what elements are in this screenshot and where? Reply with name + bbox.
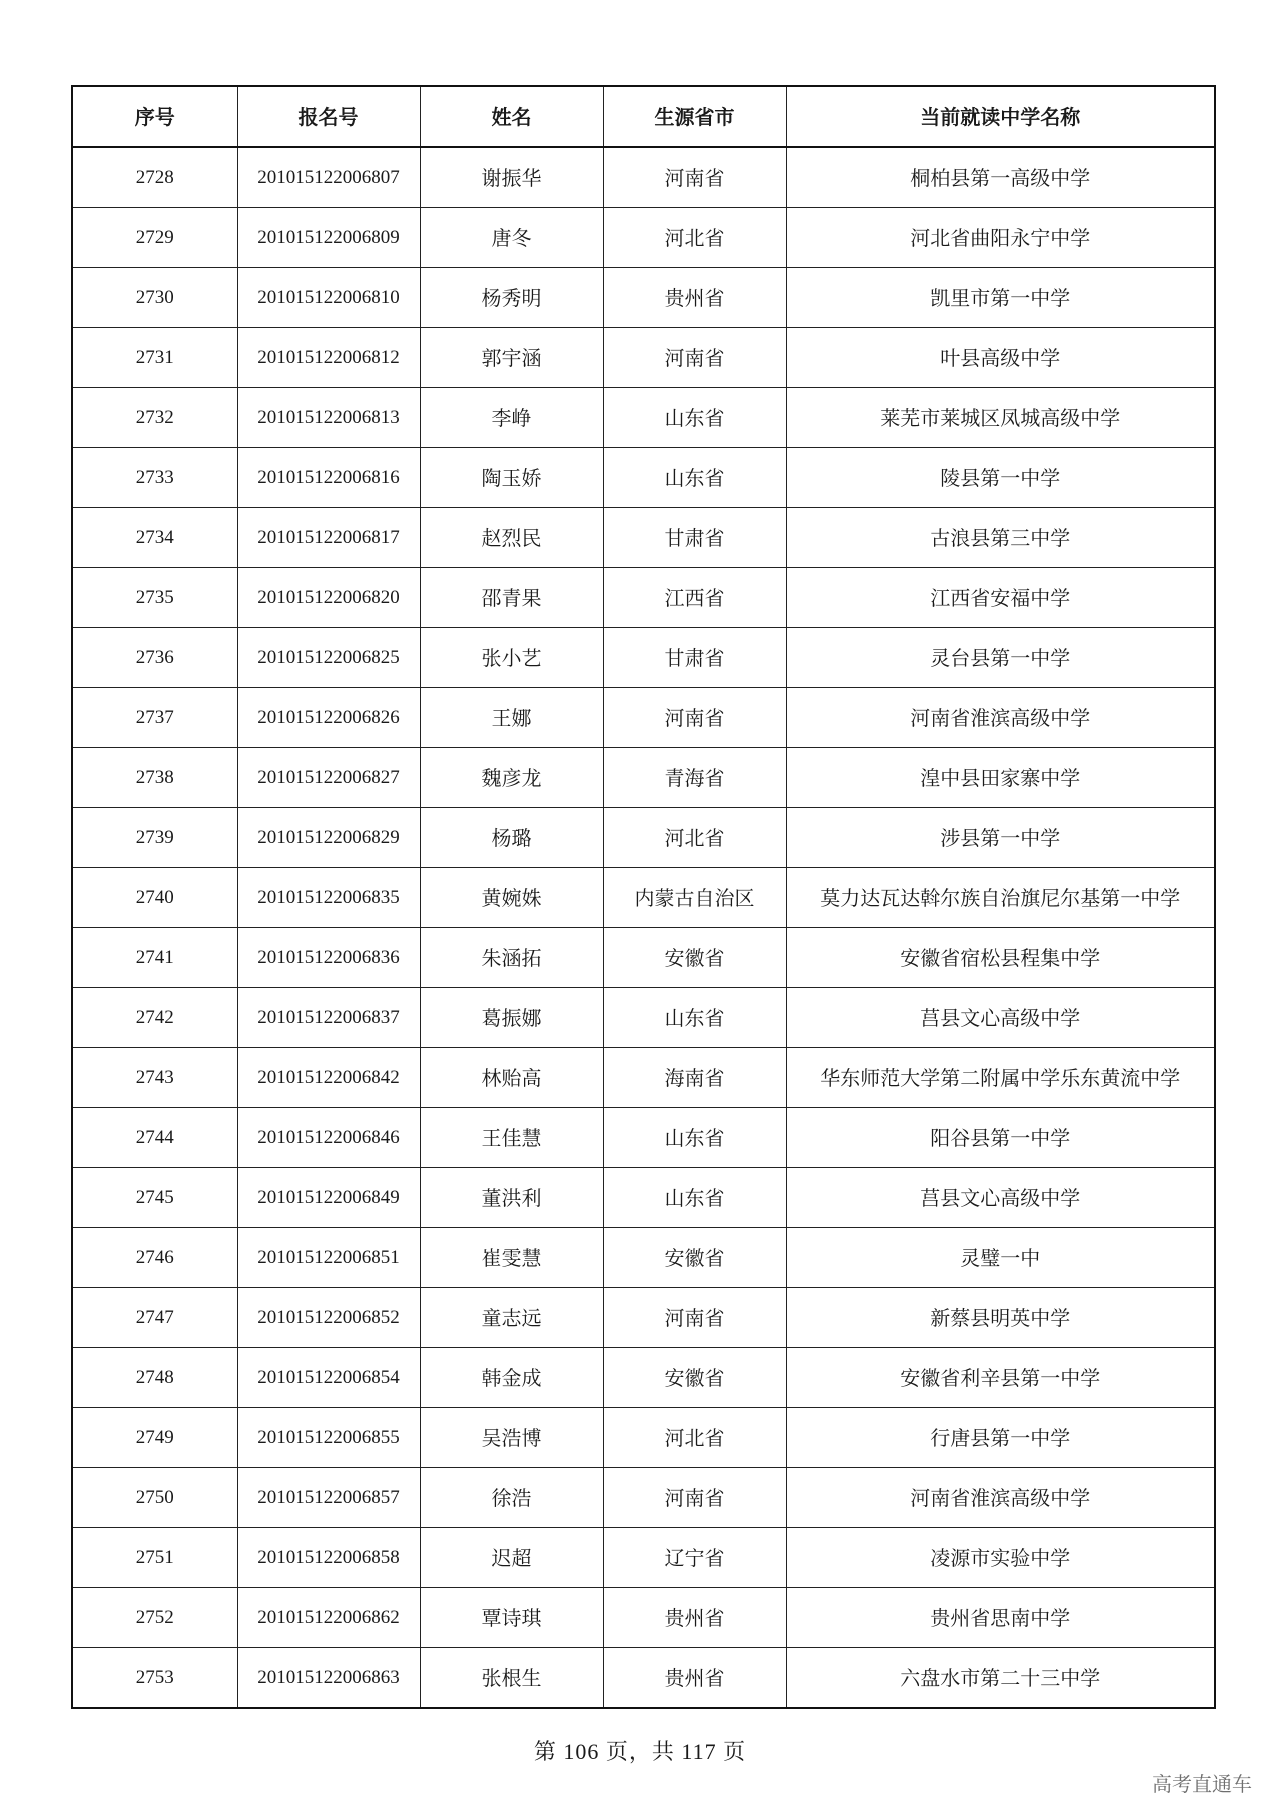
cell-province: 青海省 xyxy=(603,748,786,808)
cell-registration-number: 201015122006829 xyxy=(237,808,420,868)
cell-name: 王娜 xyxy=(420,688,603,748)
page-footer: 第 106 页，共 117 页 xyxy=(533,1739,747,1764)
cell-province: 内蒙古自治区 xyxy=(603,868,786,928)
cell-province: 甘肃省 xyxy=(603,508,786,568)
cell-seq: 2739 xyxy=(72,808,237,868)
cell-school: 莒县文心高级中学 xyxy=(786,988,1215,1048)
cell-school: 灵璧一中 xyxy=(786,1228,1215,1288)
table-row xyxy=(72,688,1215,748)
cell-province: 山东省 xyxy=(603,1168,786,1228)
table-row xyxy=(72,1528,1215,1588)
cell-seq: 2728 xyxy=(72,147,237,208)
cell-seq: 2750 xyxy=(72,1468,237,1528)
table-row xyxy=(72,1108,1215,1168)
cell-province: 甘肃省 xyxy=(603,628,786,688)
header-school: 当前就读中学名称 xyxy=(786,86,1215,147)
cell-registration-number: 201015122006858 xyxy=(237,1528,420,1588)
cell-registration-number: 201015122006857 xyxy=(237,1468,420,1528)
cell-name: 张小艺 xyxy=(420,628,603,688)
cell-seq: 2743 xyxy=(72,1048,237,1108)
cell-school: 河南省淮滨高级中学 xyxy=(786,688,1215,748)
cell-school: 湟中县田家寨中学 xyxy=(786,748,1215,808)
cell-seq: 2731 xyxy=(72,328,237,388)
cell-name: 郭宇涵 xyxy=(420,328,603,388)
cell-school: 河北省曲阳永宁中学 xyxy=(786,208,1215,268)
table-row xyxy=(72,868,1215,928)
cell-registration-number: 201015122006820 xyxy=(237,568,420,628)
cell-registration-number: 201015122006807 xyxy=(237,147,420,208)
cell-name: 李峥 xyxy=(420,388,603,448)
cell-registration-number: 201015122006816 xyxy=(237,448,420,508)
cell-name: 林贻高 xyxy=(420,1048,603,1108)
cell-registration-number: 201015122006827 xyxy=(237,748,420,808)
watermark-text: 高考直通车 xyxy=(1152,1772,1252,1796)
cell-school: 江西省安福中学 xyxy=(786,568,1215,628)
cell-name: 王佳慧 xyxy=(420,1108,603,1168)
cell-name: 谢振华 xyxy=(420,147,603,208)
table-row xyxy=(72,1168,1215,1228)
cell-school: 安徽省宿松县程集中学 xyxy=(786,928,1215,988)
cell-school: 古浪县第三中学 xyxy=(786,508,1215,568)
table-row xyxy=(72,568,1215,628)
table-row xyxy=(72,1468,1215,1528)
cell-province: 山东省 xyxy=(603,988,786,1048)
header-province: 生源省市 xyxy=(603,86,786,147)
cell-seq: 2753 xyxy=(72,1648,237,1709)
cell-name: 杨秀明 xyxy=(420,268,603,328)
cell-name: 覃诗琪 xyxy=(420,1588,603,1648)
cell-registration-number: 201015122006835 xyxy=(237,868,420,928)
table-header-row xyxy=(72,86,1215,147)
table-body xyxy=(72,147,1215,1708)
cell-seq: 2736 xyxy=(72,628,237,688)
cell-school: 华东师范大学第二附属中学乐东黄流中学 xyxy=(786,1048,1215,1108)
cell-registration-number: 201015122006812 xyxy=(237,328,420,388)
cell-seq: 2749 xyxy=(72,1408,237,1468)
cell-seq: 2737 xyxy=(72,688,237,748)
cell-registration-number: 201015122006846 xyxy=(237,1108,420,1168)
cell-school: 涉县第一中学 xyxy=(786,808,1215,868)
cell-seq: 2752 xyxy=(72,1588,237,1648)
cell-province: 山东省 xyxy=(603,448,786,508)
cell-province: 河南省 xyxy=(603,688,786,748)
cell-province: 河北省 xyxy=(603,1408,786,1468)
cell-province: 江西省 xyxy=(603,568,786,628)
cell-registration-number: 201015122006826 xyxy=(237,688,420,748)
cell-school: 阳谷县第一中学 xyxy=(786,1108,1215,1168)
cell-province: 河北省 xyxy=(603,808,786,868)
table-row xyxy=(72,1648,1215,1709)
cell-school: 叶县高级中学 xyxy=(786,328,1215,388)
table-row xyxy=(72,147,1215,208)
cell-seq: 2742 xyxy=(72,988,237,1048)
cell-school: 安徽省利辛县第一中学 xyxy=(786,1348,1215,1408)
table-row xyxy=(72,748,1215,808)
cell-registration-number: 201015122006809 xyxy=(237,208,420,268)
cell-name: 邵青果 xyxy=(420,568,603,628)
table-row xyxy=(72,1588,1215,1648)
cell-seq: 2732 xyxy=(72,388,237,448)
cell-registration-number: 201015122006842 xyxy=(237,1048,420,1108)
cell-school: 灵台县第一中学 xyxy=(786,628,1215,688)
cell-name: 黄婉姝 xyxy=(420,868,603,928)
cell-registration-number: 201015122006837 xyxy=(237,988,420,1048)
cell-school: 凌源市实验中学 xyxy=(786,1528,1215,1588)
table-row xyxy=(72,928,1215,988)
cell-seq: 2744 xyxy=(72,1108,237,1168)
cell-province: 安徽省 xyxy=(603,928,786,988)
cell-seq: 2747 xyxy=(72,1288,237,1348)
cell-name: 唐冬 xyxy=(420,208,603,268)
cell-registration-number: 201015122006862 xyxy=(237,1588,420,1648)
cell-seq: 2730 xyxy=(72,268,237,328)
cell-school: 陵县第一中学 xyxy=(786,448,1215,508)
cell-province: 安徽省 xyxy=(603,1228,786,1288)
cell-name: 徐浩 xyxy=(420,1468,603,1528)
cell-registration-number: 201015122006852 xyxy=(237,1288,420,1348)
cell-school: 行唐县第一中学 xyxy=(786,1408,1215,1468)
table-row xyxy=(72,388,1215,448)
cell-name: 崔雯慧 xyxy=(420,1228,603,1288)
table-row xyxy=(72,208,1215,268)
header-seq: 序号 xyxy=(72,86,237,147)
table-row xyxy=(72,988,1215,1048)
cell-registration-number: 201015122006817 xyxy=(237,508,420,568)
cell-school: 六盘水市第二十三中学 xyxy=(786,1648,1215,1709)
cell-seq: 2751 xyxy=(72,1528,237,1588)
cell-name: 魏彦龙 xyxy=(420,748,603,808)
header-registration-number: 报名号 xyxy=(237,86,420,147)
cell-school: 莱芜市莱城区凤城高级中学 xyxy=(786,388,1215,448)
cell-school: 莫力达瓦达斡尔族自治旗尼尔基第一中学 xyxy=(786,868,1215,928)
cell-registration-number: 201015122006849 xyxy=(237,1168,420,1228)
cell-school: 桐柏县第一高级中学 xyxy=(786,147,1215,208)
header-name: 姓名 xyxy=(420,86,603,147)
cell-seq: 2733 xyxy=(72,448,237,508)
cell-province: 贵州省 xyxy=(603,1588,786,1648)
cell-seq: 2745 xyxy=(72,1168,237,1228)
cell-registration-number: 201015122006851 xyxy=(237,1228,420,1288)
cell-school: 贵州省思南中学 xyxy=(786,1588,1215,1648)
cell-registration-number: 201015122006836 xyxy=(237,928,420,988)
cell-name: 赵烈民 xyxy=(420,508,603,568)
cell-school: 新蔡县明英中学 xyxy=(786,1288,1215,1348)
cell-seq: 2729 xyxy=(72,208,237,268)
cell-registration-number: 201015122006813 xyxy=(237,388,420,448)
cell-name: 迟超 xyxy=(420,1528,603,1588)
cell-province: 山东省 xyxy=(603,1108,786,1168)
cell-name: 陶玉娇 xyxy=(420,448,603,508)
cell-school: 莒县文心高级中学 xyxy=(786,1168,1215,1228)
cell-registration-number: 201015122006810 xyxy=(237,268,420,328)
cell-name: 韩金成 xyxy=(420,1348,603,1408)
cell-province: 安徽省 xyxy=(603,1348,786,1408)
table-row xyxy=(72,628,1215,688)
cell-school: 凯里市第一中学 xyxy=(786,268,1215,328)
cell-province: 河南省 xyxy=(603,147,786,208)
cell-province: 山东省 xyxy=(603,388,786,448)
cell-registration-number: 201015122006855 xyxy=(237,1408,420,1468)
cell-province: 河南省 xyxy=(603,1468,786,1528)
cell-name: 吴浩博 xyxy=(420,1408,603,1468)
cell-seq: 2748 xyxy=(72,1348,237,1408)
cell-province: 辽宁省 xyxy=(603,1528,786,1588)
cell-name: 张根生 xyxy=(420,1648,603,1709)
table-row xyxy=(72,448,1215,508)
cell-province: 贵州省 xyxy=(603,268,786,328)
cell-name: 朱涵拓 xyxy=(420,928,603,988)
table-row xyxy=(72,1288,1215,1348)
cell-seq: 2738 xyxy=(72,748,237,808)
cell-seq: 2734 xyxy=(72,508,237,568)
cell-registration-number: 201015122006854 xyxy=(237,1348,420,1408)
cell-province: 河北省 xyxy=(603,208,786,268)
cell-seq: 2746 xyxy=(72,1228,237,1288)
cell-school: 河南省淮滨高级中学 xyxy=(786,1468,1215,1528)
cell-seq: 2740 xyxy=(72,868,237,928)
cell-name: 杨璐 xyxy=(420,808,603,868)
cell-name: 葛振娜 xyxy=(420,988,603,1048)
cell-province: 河南省 xyxy=(603,328,786,388)
cell-province: 贵州省 xyxy=(603,1648,786,1709)
cell-registration-number: 201015122006825 xyxy=(237,628,420,688)
table-row xyxy=(72,328,1215,388)
cell-province: 海南省 xyxy=(603,1048,786,1108)
table-row xyxy=(72,1348,1215,1408)
table-row xyxy=(72,808,1215,868)
cell-name: 童志远 xyxy=(420,1288,603,1348)
cell-seq: 2741 xyxy=(72,928,237,988)
table-row xyxy=(72,508,1215,568)
table-row xyxy=(72,1408,1215,1468)
cell-registration-number: 201015122006863 xyxy=(237,1648,420,1709)
cell-province: 河南省 xyxy=(603,1288,786,1348)
cell-name: 董洪利 xyxy=(420,1168,603,1228)
table-row xyxy=(72,268,1215,328)
table-row xyxy=(72,1228,1215,1288)
cell-seq: 2735 xyxy=(72,568,237,628)
admission-roster-table xyxy=(71,85,1216,1709)
table-row xyxy=(72,1048,1215,1108)
